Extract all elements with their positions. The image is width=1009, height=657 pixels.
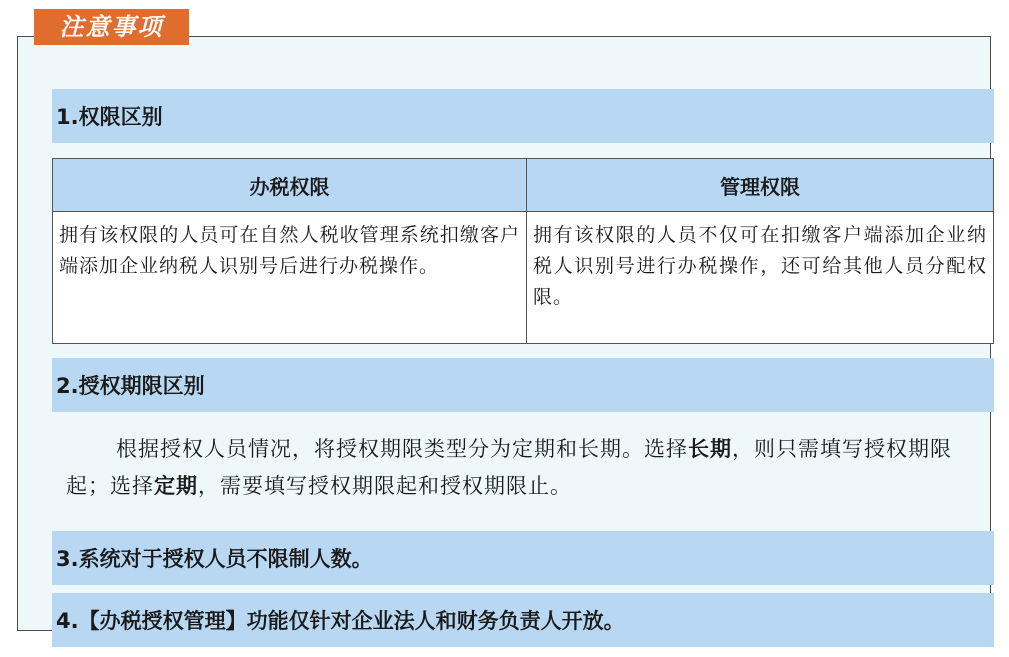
table-row: [53, 212, 994, 344]
notice-tag: 注意事项: [34, 9, 189, 45]
table-header-row: [53, 159, 994, 212]
para-text-1: 根据授权人员情况，将授权期限类型分为定期和长期。选择: [116, 437, 688, 461]
table-header-tax-permission: 办税权限: [53, 159, 527, 212]
para-bold-fixed-term: 定期: [154, 474, 198, 498]
section-heading-no-limit: 3.系统对于授权人员不限制人数。: [52, 531, 994, 585]
para-text-2: ，则只需填写授权期限起；选择: [66, 437, 952, 498]
para-bold-long-term: 长期: [688, 437, 732, 461]
table-cell-management-permission-desc: 拥有该权限的人员不仅可在扣缴客户端添加企业纳税人识别号进行办税操作，还可给其他人员分配权限。: [527, 212, 994, 344]
para-text-3: ，需要填写授权期限起和授权期限止。: [198, 474, 572, 498]
period-description-paragraph: [66, 431, 991, 505]
section-heading-period-difference: 2.授权期限区别: [52, 358, 994, 412]
section-heading-function-scope: 4.【办税授权管理】功能仅针对企业法人和财务负责人开放。: [52, 593, 994, 647]
notice-panel: [17, 36, 991, 631]
permission-comparison-table: [52, 158, 994, 344]
section-heading-permission-difference: 1.权限区别: [52, 89, 994, 143]
table-header-management-permission: 管理权限: [527, 159, 994, 212]
table-cell-tax-permission-desc: 拥有该权限的人员可在自然人税收管理系统扣缴客户端添加企业纳税人识别号后进行办税操作。: [53, 212, 527, 344]
